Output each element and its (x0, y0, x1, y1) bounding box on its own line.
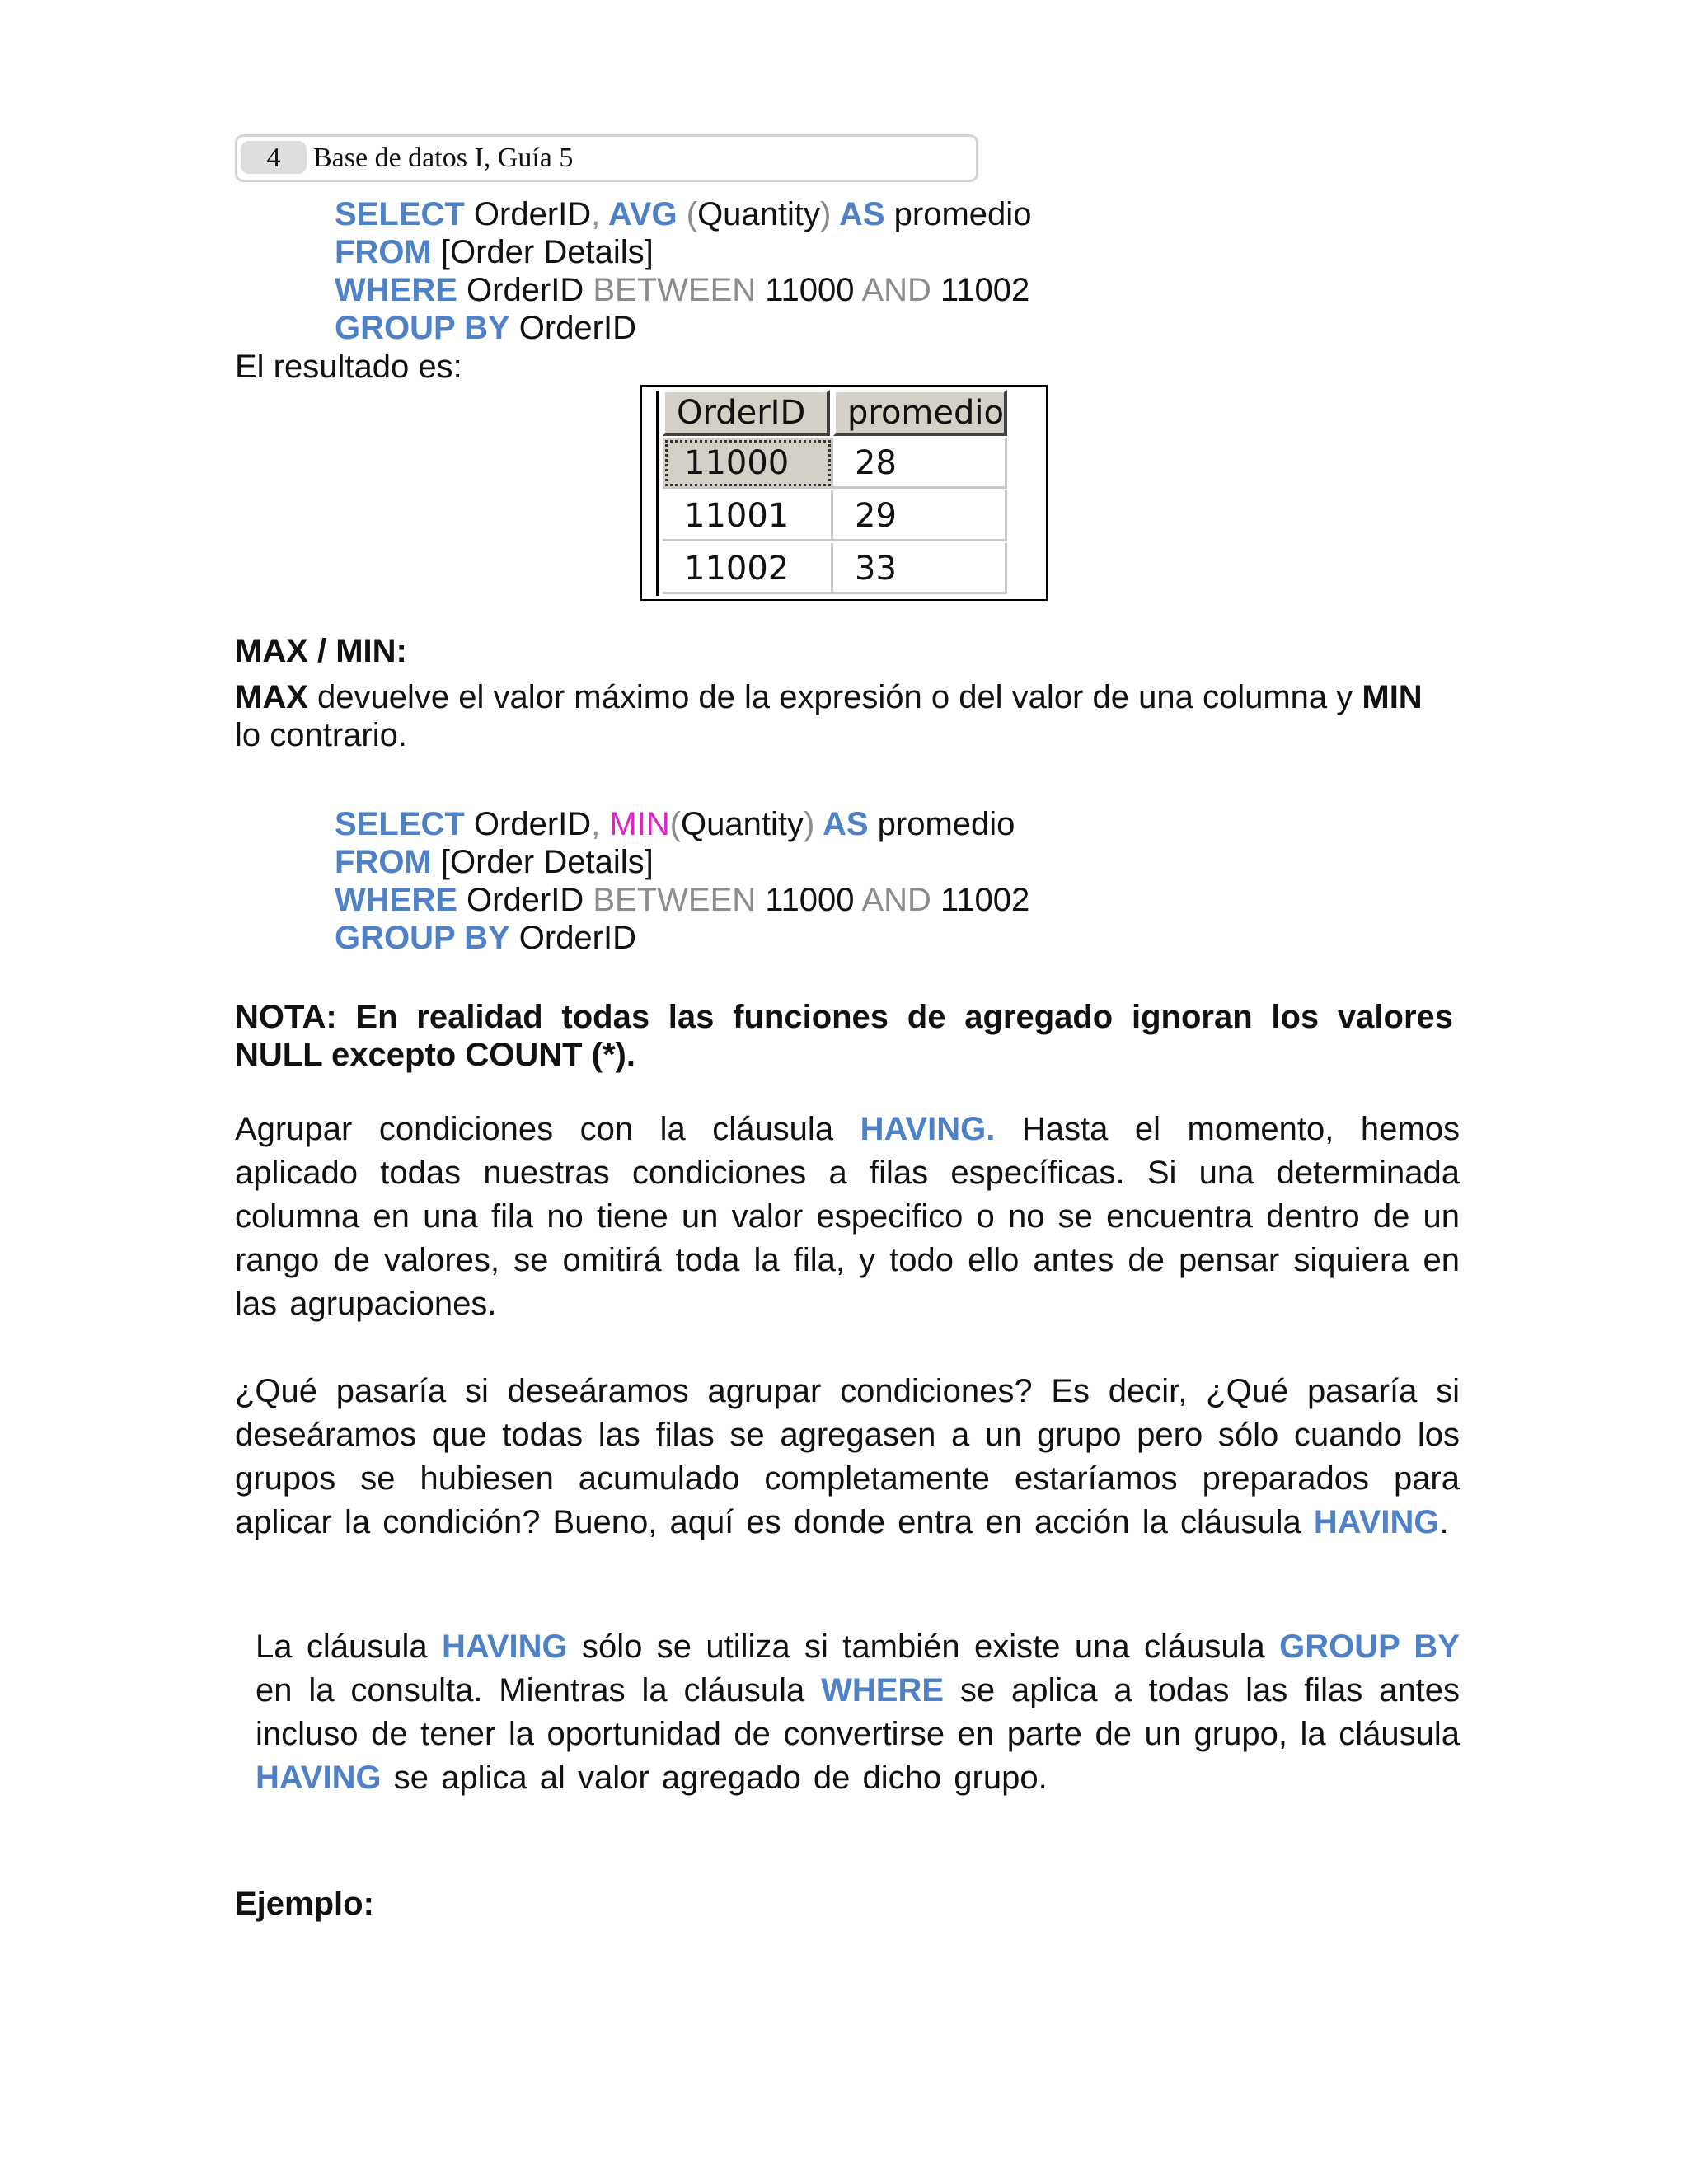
sql-line: FROM [Order Details] (335, 844, 654, 880)
maxmin-description-line2: lo contrario. (235, 717, 407, 753)
table-cell-promedio: 33 (833, 543, 1007, 594)
result-grid (640, 385, 1048, 601)
sql-line: GROUP BY OrderID (335, 310, 636, 346)
result-label: El resultado es: (235, 349, 462, 385)
sql-line: WHERE OrderID BETWEEN 11000 AND 11002 (335, 882, 1030, 918)
grid-left-border (656, 391, 659, 596)
table-cell-orderid: 11000 (663, 438, 833, 489)
table-cell-promedio: 28 (833, 438, 1007, 489)
column-header-orderid: OrderID (663, 390, 830, 436)
column-header-promedio: promedio (833, 390, 1007, 436)
header-title: Base de datos I, Guía 5 (313, 143, 574, 173)
paragraph-having-intro: Agrupar condiciones con la cláusula HAVING. Hasta el momento, hemos aplicado todas nuestras condiciones a filas específicas. Si una determinada columna en una fila no tiene un valor especifico o no se encuentra dentro de un rango de valores, se omitirá toda la fila, y todo ello antes de pensar siquiera en las agrupaciones. (235, 1111, 1460, 1322)
table-cell-orderid: 11001 (663, 490, 833, 541)
sql-query-avg (335, 195, 1031, 347)
sql-line: SELECT OrderID, MIN(Quantity) AS promedio (335, 806, 1015, 842)
page-number: 4 (241, 141, 307, 174)
note-line2: NULL excepto COUNT (*). (235, 1037, 635, 1073)
sql-line: GROUP BY OrderID (335, 920, 636, 956)
section-heading-ejemplo: Ejemplo: (235, 1886, 374, 1922)
paragraph-having-question: ¿Qué pasaría si deseáramos agrupar condiciones? Es decir, ¿Qué pasaría si deseáramos que todas las filas se agregasen a un grupo pero sólo cuando los grupos se hubiesen acumulado completamente estaríamos preparados para aplicar la condición? Bueno, aquí es donde entra en acción la cláusula HAVING. (235, 1373, 1460, 1540)
sql-line: SELECT OrderID, AVG (Quantity) AS promedio (335, 196, 1032, 232)
paragraph-having-groupby: La cláusula HAVING sólo se utiliza si también existe una cláusula GROUP BY en la consulta. Mientras la cláusula WHERE se aplica a todas las filas antes incluso de tener la oportunidad de convertirse en parte de un grupo, la cláusula HAVING se aplica al valor agregado de dicho grupo. (256, 1629, 1461, 1796)
sql-line: FROM [Order Details] (335, 234, 654, 270)
note-line1: NOTA: En realidad todas las funciones de agregado ignoran los valores (235, 999, 1453, 1035)
page-header (235, 134, 978, 182)
sql-query-min (335, 805, 1029, 957)
table-cell-orderid: 11002 (663, 543, 833, 594)
sql-line: WHERE OrderID BETWEEN 11000 AND 11002 (335, 272, 1030, 308)
maxmin-description-line1: MAX devuelve el valor máximo de la expresión o del valor de una columna y MIN (235, 679, 1423, 715)
table-cell-promedio: 29 (833, 490, 1007, 541)
section-heading-maxmin: MAX / MIN: (235, 633, 407, 669)
